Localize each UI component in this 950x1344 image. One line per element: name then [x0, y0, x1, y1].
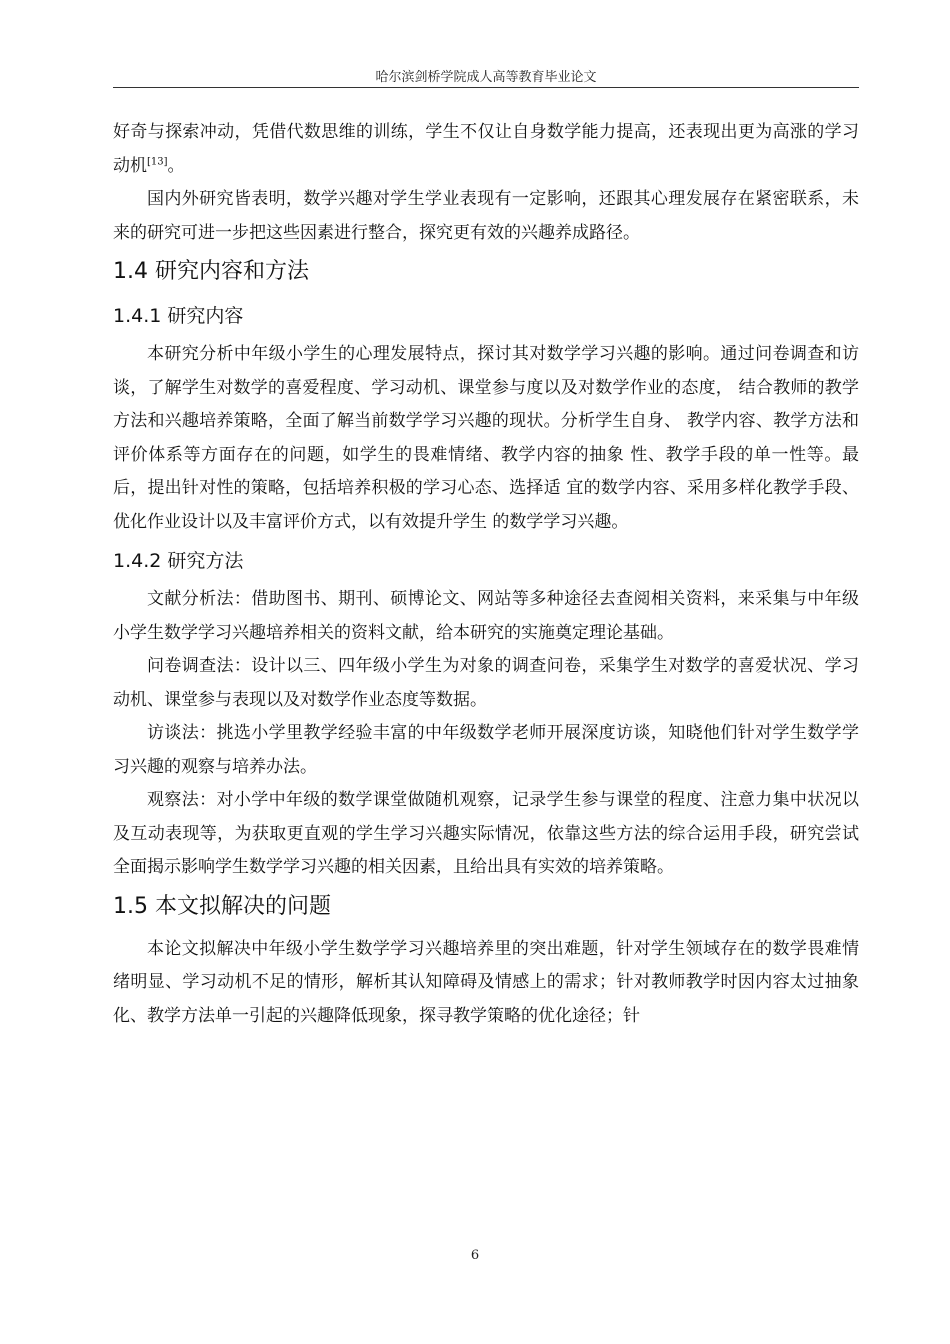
heading-1-4: 1.4 研究内容和方法	[113, 259, 309, 284]
document-body	[113, 116, 859, 1033]
paragraph-continued-text: 好奇与探索冲动，凭借代数思维的训练，学生不仅让自身数学能力提高，还表现出更为高涨的学习动机	[113, 122, 859, 176]
citation-ref: [13]	[147, 155, 168, 167]
paragraph-method-observation: 观察法：对小学中年级的数学课堂做随机观察，记录学生参与课堂的程度、注意力集中状况以及互动表现等，为获取更直观的学生学习兴趣实际情况，依靠这些方法的综合运用手段，研究尝试全面揭示影响学生数学学习兴趣的相关因素，且给出具有实效的培养策略。	[113, 790, 859, 877]
paragraph-problems: 本论文拟解决中年级小学生数学学习兴趣培养里的突出难题，针对学生领域存在的数学畏难情绪明显、学习动机不足的情形，解析其认知障碍及情感上的需求；针对教师教学时因内容太过抽象化、教学方法单一引起的兴趣降低现象，探寻教学策略的优化途径；针	[113, 938, 859, 1026]
heading-1-4-2: 1.4.2 研究方法	[113, 550, 244, 572]
heading-1-4-1: 1.4.1 研究内容	[113, 305, 244, 327]
page-number: 6	[470, 1248, 480, 1263]
header-rule	[113, 87, 859, 88]
running-header: 哈尔滨剑桥学院成人高等教育毕业论文	[375, 70, 597, 85]
paragraph-method-interview: 访谈法：挑选小学里教学经验丰富的中年级数学老师开展深度访谈，知晓他们针对学生数学学习兴趣的观察与培养办法。	[113, 723, 859, 777]
paragraph-continued-end: 。	[167, 155, 185, 176]
paragraph-continued	[113, 116, 859, 183]
paragraph-review: 国内外研究皆表明，数学兴趣对学生学业表现有一定影响，还跟其心理发展存在紧密联系，未来的研究可进一步把这些因素进行整合，探究更有效的兴趣养成路径。	[113, 189, 859, 243]
paragraph-method-literature: 文献分析法：借助图书、期刊、硕博论文、网站等多种途径去查阅相关资料，来采集与中年级小学生数学学习兴趣培养相关的资料文献，给本研究的实施奠定理论基础。	[113, 589, 859, 643]
paragraph-method-questionnaire: 问卷调查法：设计以三、四年级小学生为对象的调查问卷，采集学生对数学的喜爱状况、学习动机、课堂参与表现以及对数学作业态度等数据。	[113, 656, 859, 710]
paragraph-research-content: 本研究分析中年级小学生的心理发展特点，探讨其对数学学习兴趣的影响。通过问卷调查和访谈，了解学生对数学的喜爱程度、学习动机、课堂参与度以及对数学作业的态度， 结合教师的教学方法和兴趣培养策略，全面了解当前数学学习兴趣的现状。分析学生自身、 教学内容、教学方法和评价体系等方面存在的问题，如学生的畏难情绪、教学内容的抽象 性、教学手段的单一性等。最后，提出针对性的策略，包括培养积极的学习心态、选择适 宜的数学内容、采用多样化教学手段、优化作业设计以及丰富评价方式，以有效提升学生 的数学学习兴趣。	[113, 344, 859, 532]
heading-1-5: 1.5 本文拟解决的问题	[113, 893, 331, 919]
